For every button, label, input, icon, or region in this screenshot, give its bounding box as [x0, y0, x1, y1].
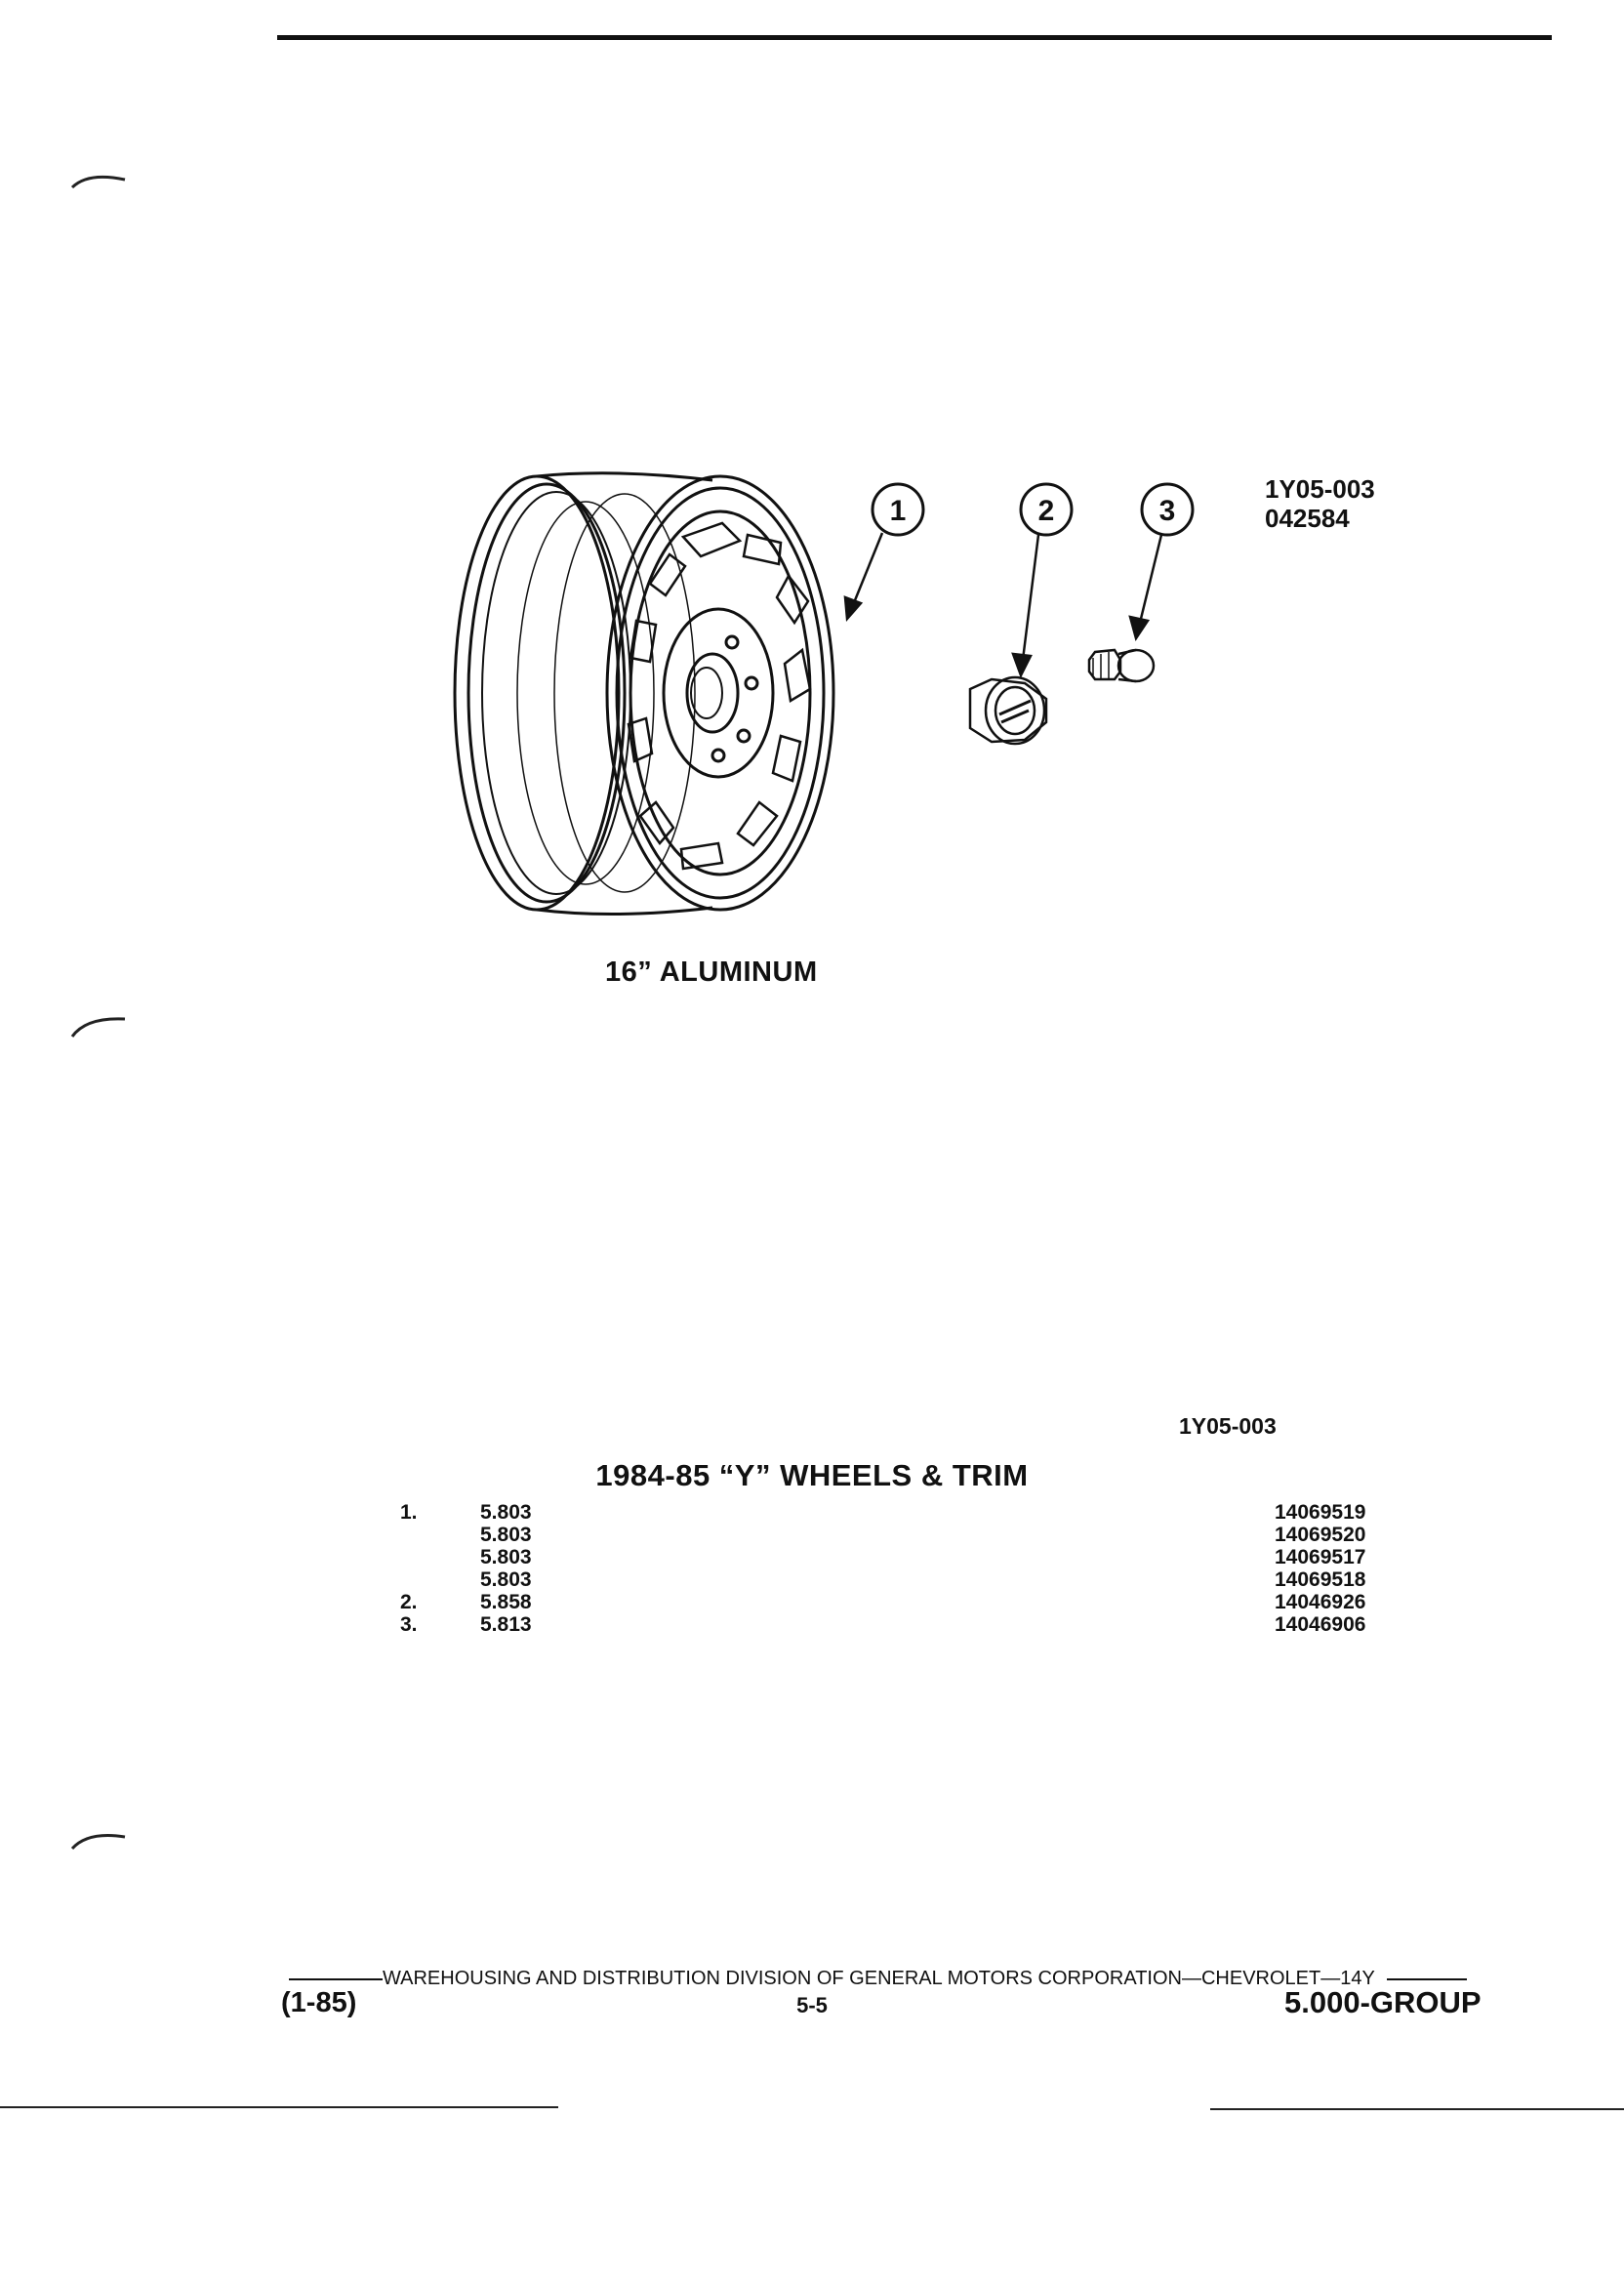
callout-3: [1142, 484, 1193, 535]
hub-cap-illustration: [970, 677, 1046, 744]
callout-2: [1021, 484, 1072, 535]
footer-rule-left: [289, 1978, 383, 1980]
binder-mark-icon: [68, 168, 127, 207]
group-code: 5.858: [480, 1591, 532, 1613]
figure-ref-code: 1Y05-003: [1265, 474, 1375, 504]
bottom-rule-left: [0, 2106, 558, 2108]
footer-revision-date: (1-85): [281, 1987, 357, 2018]
footer-page-number: 5-5: [796, 1993, 828, 2017]
item-key: 3.: [400, 1613, 418, 1636]
part-number: 14069519: [1275, 1501, 1366, 1524]
svg-text:1: 1: [889, 495, 907, 527]
svg-text:3: 3: [1158, 495, 1176, 527]
callout-1: [873, 484, 923, 535]
part-number: 14046926: [1275, 1591, 1366, 1613]
part-row: [400, 1524, 1396, 1546]
part-row: [400, 1613, 1396, 1636]
part-row: [400, 1568, 1396, 1591]
part-number: 14069518: [1275, 1568, 1366, 1591]
group-code: 5.803: [480, 1501, 532, 1524]
item-key: 2.: [400, 1591, 418, 1613]
footer-rule-right: [1387, 1978, 1467, 1980]
binder-mark-icon: [68, 1009, 127, 1048]
figure-date-code: 042584: [1265, 504, 1350, 533]
table-reference-code: 1Y05-003: [1179, 1413, 1277, 1439]
section-title: 1984-85 “Y” WHEELS & TRIM: [595, 1458, 1029, 1492]
top-rule: [277, 35, 1552, 40]
part-number: 14069520: [1275, 1524, 1366, 1546]
wheel-nut-illustration: [1089, 650, 1154, 681]
part-number: 14046906: [1275, 1613, 1366, 1636]
part-row: [400, 1546, 1396, 1568]
footer-division-text: WAREHOUSING AND DISTRIBUTION DIVISION OF GENERAL MOTORS CORPORATION—CHEVROLET—14Y: [383, 1968, 1375, 1989]
part-row: [400, 1591, 1396, 1613]
parts-list: [400, 1501, 1396, 1636]
group-code: 5.803: [480, 1524, 532, 1546]
svg-text:2: 2: [1037, 495, 1055, 527]
binder-mark-icon: [68, 1825, 127, 1864]
leader-arrows: [845, 533, 1161, 675]
group-code: 5.803: [480, 1568, 532, 1591]
part-row: [400, 1501, 1396, 1524]
wheel-illustration: [455, 473, 833, 915]
group-code: 5.803: [480, 1546, 532, 1568]
figure-reference: [1265, 474, 1375, 533]
figure-caption: 16” ALUMINUM: [605, 957, 818, 988]
footer-group-code: 5.000-GROUP: [1284, 1985, 1482, 2019]
exploded-parts-illustration: [390, 459, 1230, 947]
bottom-rule-right: [1210, 2108, 1624, 2110]
item-key: 1.: [400, 1501, 418, 1524]
group-code: 5.813: [480, 1613, 532, 1636]
part-number: 14069517: [1275, 1546, 1366, 1568]
